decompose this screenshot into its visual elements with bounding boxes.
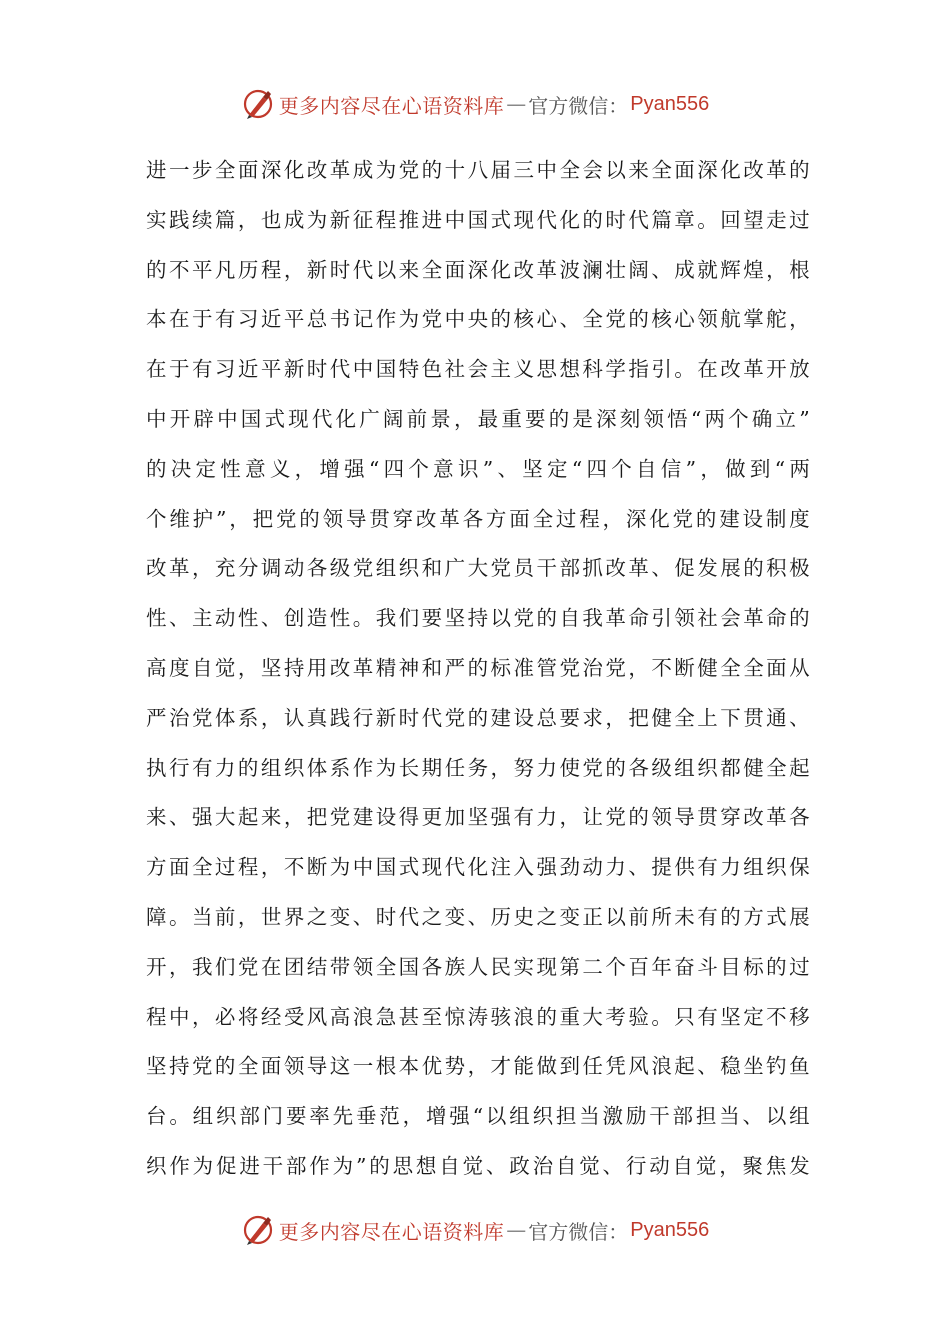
body-text-line: 执 行 有 力 的 组 织 体 系 作 为 长 期 任 务 ， 努 力 使 党 的 各 级 组 织 都 健 全 起 <box>146 755 810 780</box>
banner-subtitle: 官方微信： <box>528 93 629 118</box>
body-text-line: 中 开 辟 中 国 式 现 代 化 广 阔 前 景 ， 最 重 要 的 是 深 刻 领 悟 “ 两 个 确 立 ” <box>146 406 810 431</box>
body-text-line: 方 面 全 过 程 ， 不 断 为 中 国 式 现 代 化 注 入 强 劲 动 力 、 提 供 有 力 组 织 保 <box>146 855 810 880</box>
body-text-line: 在 于 有 习 近 平 新 时 代 中 国 特 色 社 会 主 义 思 想 科 学 指 引 。 在 改 革 开 放 <box>146 357 810 382</box>
body-text-line: 来 、 强 大 起 来 ， 把 党 建 设 得 更 加 坚 强 有 力 ， 让 党 的 领 导 贯 穿 改 革 各 <box>146 805 810 830</box>
body-text-line: 坚 持 党 的 全 面 领 导 这 一 根 本 优 势 ， 才 能 做 到 任 凭 风 浪 起 、 稳 坐 钓 鱼 <box>146 1054 810 1079</box>
body-text-line: 的 决 定 性 意 义 ， 增 强 “ 四 个 意 识 ” 、 坚 定 “ 四 个 自 信 ” ， 做 到 “ 两 <box>146 456 810 481</box>
header-banner <box>0 84 950 124</box>
body-text-line: 高 度 自 觉 ， 坚 持 用 改 革 精 神 和 严 的 标 准 管 党 治 党 ， 不 断 健 全 全 面 从 <box>146 655 810 680</box>
banner-wechat-id: Pyan556 <box>630 92 710 115</box>
body-text-line: 性 、 主 动 性 、 创 造 性 。 我 们 要 坚 持 以 党 的 自 我 革 命 引 领 社 会 革 命 的 <box>146 606 810 631</box>
pen-logo-icon <box>241 1213 275 1247</box>
body-text-line: 本 在 于 有 习 近 平 总 书 记 作 为 党 中 央 的 核 心 、 全 党 的 核 心 领 航 掌 舵 ， <box>146 307 810 332</box>
banner-subtitle: 官方微信： <box>528 1219 629 1244</box>
body-text-line: 个 维 护 ” ， 把 党 的 领 导 贯 穿 改 革 各 方 面 全 过 程 ， 深 化 党 的 建 设 制 度 <box>146 506 810 531</box>
body-text-line: 织 作 为 促 进 干 部 作 为 ” 的 思 想 自 觉 、 政 治 自 觉 、 行 动 自 觉 ， 聚 焦 发 <box>146 1153 810 1178</box>
banner-separator: — <box>506 92 527 116</box>
banner-separator: — <box>506 1218 527 1242</box>
body-text-line: 进 一 步 全 面 深 化 改 革 成 为 党 的 十 八 届 三 中 全 会 以 来 全 面 深 化 改 革 的 <box>146 158 810 182</box>
banner-title: 更多内容尽在心语资料库 <box>278 93 505 118</box>
footer-banner <box>0 1210 950 1250</box>
banner-wechat-id: Pyan556 <box>630 1218 710 1241</box>
body-text-line: 严 治 党 体 系 ， 认 真 践 行 新 时 代 党 的 建 设 总 要 求 ， 把 健 全 上 下 贯 通 、 <box>146 705 810 730</box>
pen-logo-icon <box>241 87 275 121</box>
body-text-line: 实 践 续 篇 ， 也 成 为 新 征 程 推 进 中 国 式 现 代 化 的 时 代 篇 章 。 回 望 走 过 <box>146 207 810 232</box>
body-text-line: 改 革 ， 充 分 调 动 各 级 党 组 织 和 广 大 党 员 干 部 抓 改 革 、 促 发 展 的 积 极 <box>146 556 810 581</box>
body-text-line: 台 。 组 织 部 门 要 率 先 垂 范 ， 增 强 “ 以 组 织 担 当 激 励 干 部 担 当 、 以 组 <box>146 1104 810 1129</box>
body-text-line: 的 不 平 凡 历 程 ， 新 时 代 以 来 全 面 深 化 改 革 波 澜 壮 阔 、 成 就 辉 煌 ， 根 <box>146 257 810 282</box>
body-text-line: 障 。 当 前 ， 世 界 之 变 、 时 代 之 变 、 历 史 之 变 正 以 前 所 未 有 的 方 式 展 <box>146 904 810 929</box>
document-body <box>146 146 810 1192</box>
banner-title: 更多内容尽在心语资料库 <box>278 1219 505 1244</box>
body-text-line: 开 ， 我 们 党 在 团 结 带 领 全 国 各 族 人 民 实 现 第 二 个 百 年 奋 斗 目 标 的 过 <box>146 954 810 979</box>
body-text-line: 程 中 ， 必 将 经 受 风 高 浪 急 甚 至 惊 涛 骇 浪 的 重 大 考 验 。 只 有 坚 定 不 移 <box>146 1004 810 1029</box>
